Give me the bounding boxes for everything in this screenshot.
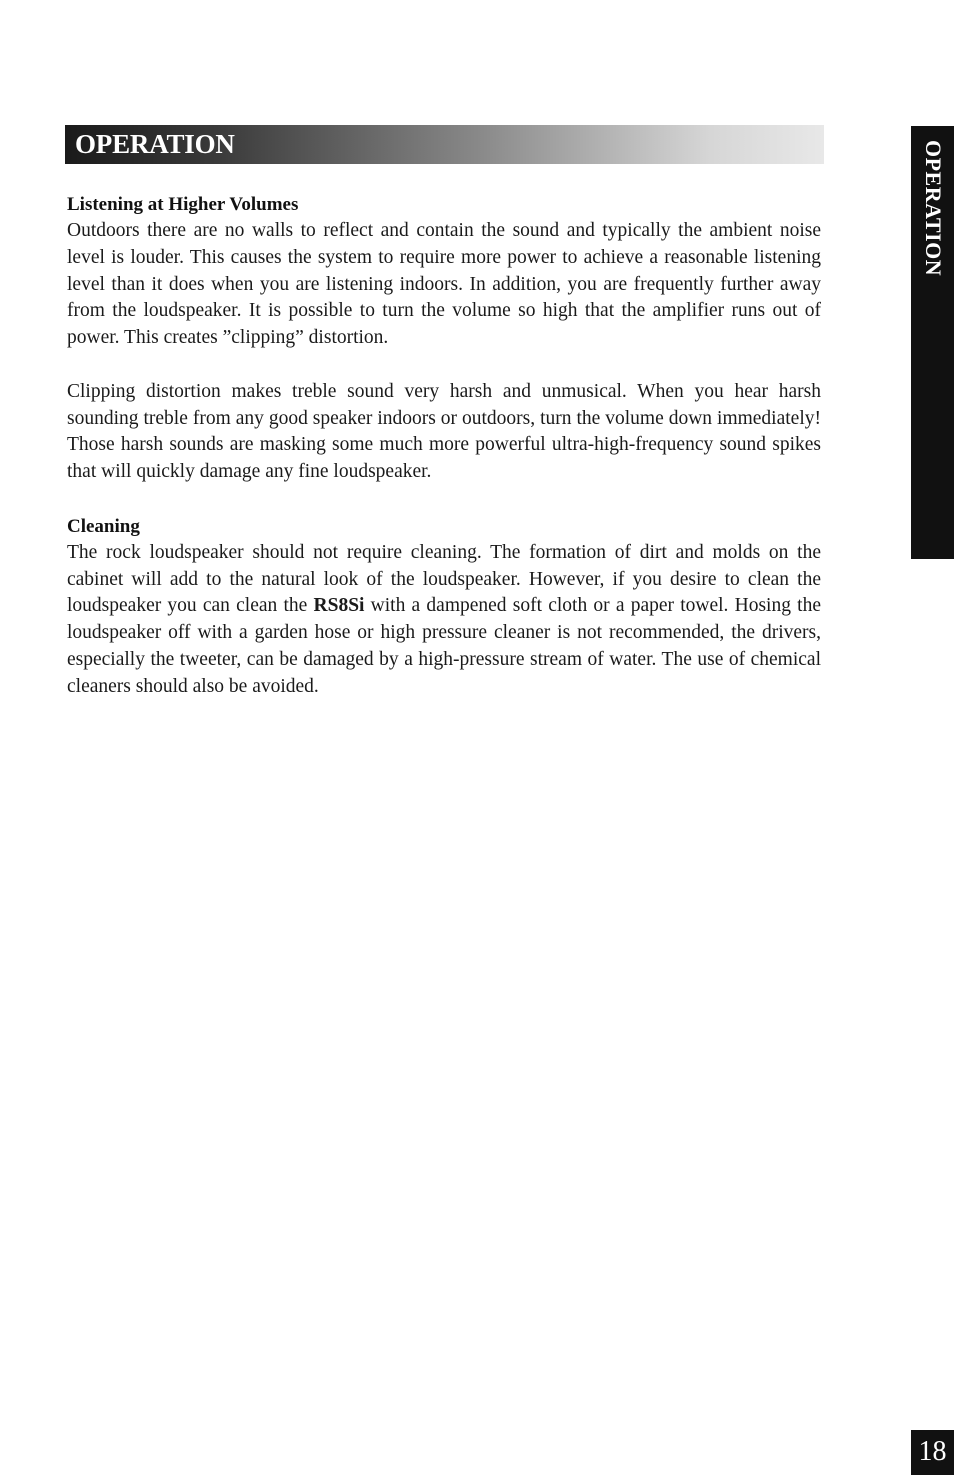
section-banner	[65, 125, 824, 164]
section-cleaning	[67, 513, 821, 701]
side-tab	[911, 126, 954, 559]
main-content	[67, 191, 821, 701]
paragraph-spacer	[67, 352, 821, 379]
paragraph-listening-1: Outdoors there are no walls to reflect and contain the sound and typically the ambient noise level is louder. This causes the system to require more power to achieve a reasonable listening level than it does when you are listening indoors. In addition, you are frequently further away from the loudspeaker. It is possible to turn the volume so high that the amplifier runs out of power. This creates ”clipping” distortion.	[67, 220, 821, 349]
paragraph-listening-2: Clipping distortion makes treble sound very harsh and unmusical. When you hear harsh sounding treble from any good speaker indoors or outdoors, turn the volume down immediately! Those harsh sounds are masking some much more powerful ultra-high-frequency sound spikes that will quickly damage any fine loudspeaker.	[67, 380, 821, 483]
page-number: 18	[918, 1436, 947, 1467]
paragraph-cleaning-before: The rock loudspeaker should not require cleaning. The formation of dirt and molds on the cabinet will add to the natural look of the loudspeaker. However, if you desire to clean the loudspeaker you can clean the	[67, 541, 821, 617]
side-tab-label: OPERATION	[921, 140, 946, 277]
section-heading-listening: Listening at Higher Volumes	[67, 194, 299, 215]
model-name: RS8Si	[313, 595, 365, 617]
page-number-box	[911, 1430, 954, 1475]
section-title: OPERATION	[75, 129, 235, 159]
paragraph-cleaning-after: with a dampened soft cloth or a paper towel. Hosing the loudspeaker off with a garden hose or high pressure cleaner is not recommended, the drivers, especially the tweeter, can be damaged by a high-pressure stream of water. The use of chemical cleaners should also be avoided.	[67, 595, 821, 697]
section-spacer	[67, 486, 821, 513]
section-heading-cleaning: Cleaning	[67, 515, 140, 537]
paragraph-cleaning	[67, 540, 821, 701]
section-listening	[67, 191, 821, 486]
